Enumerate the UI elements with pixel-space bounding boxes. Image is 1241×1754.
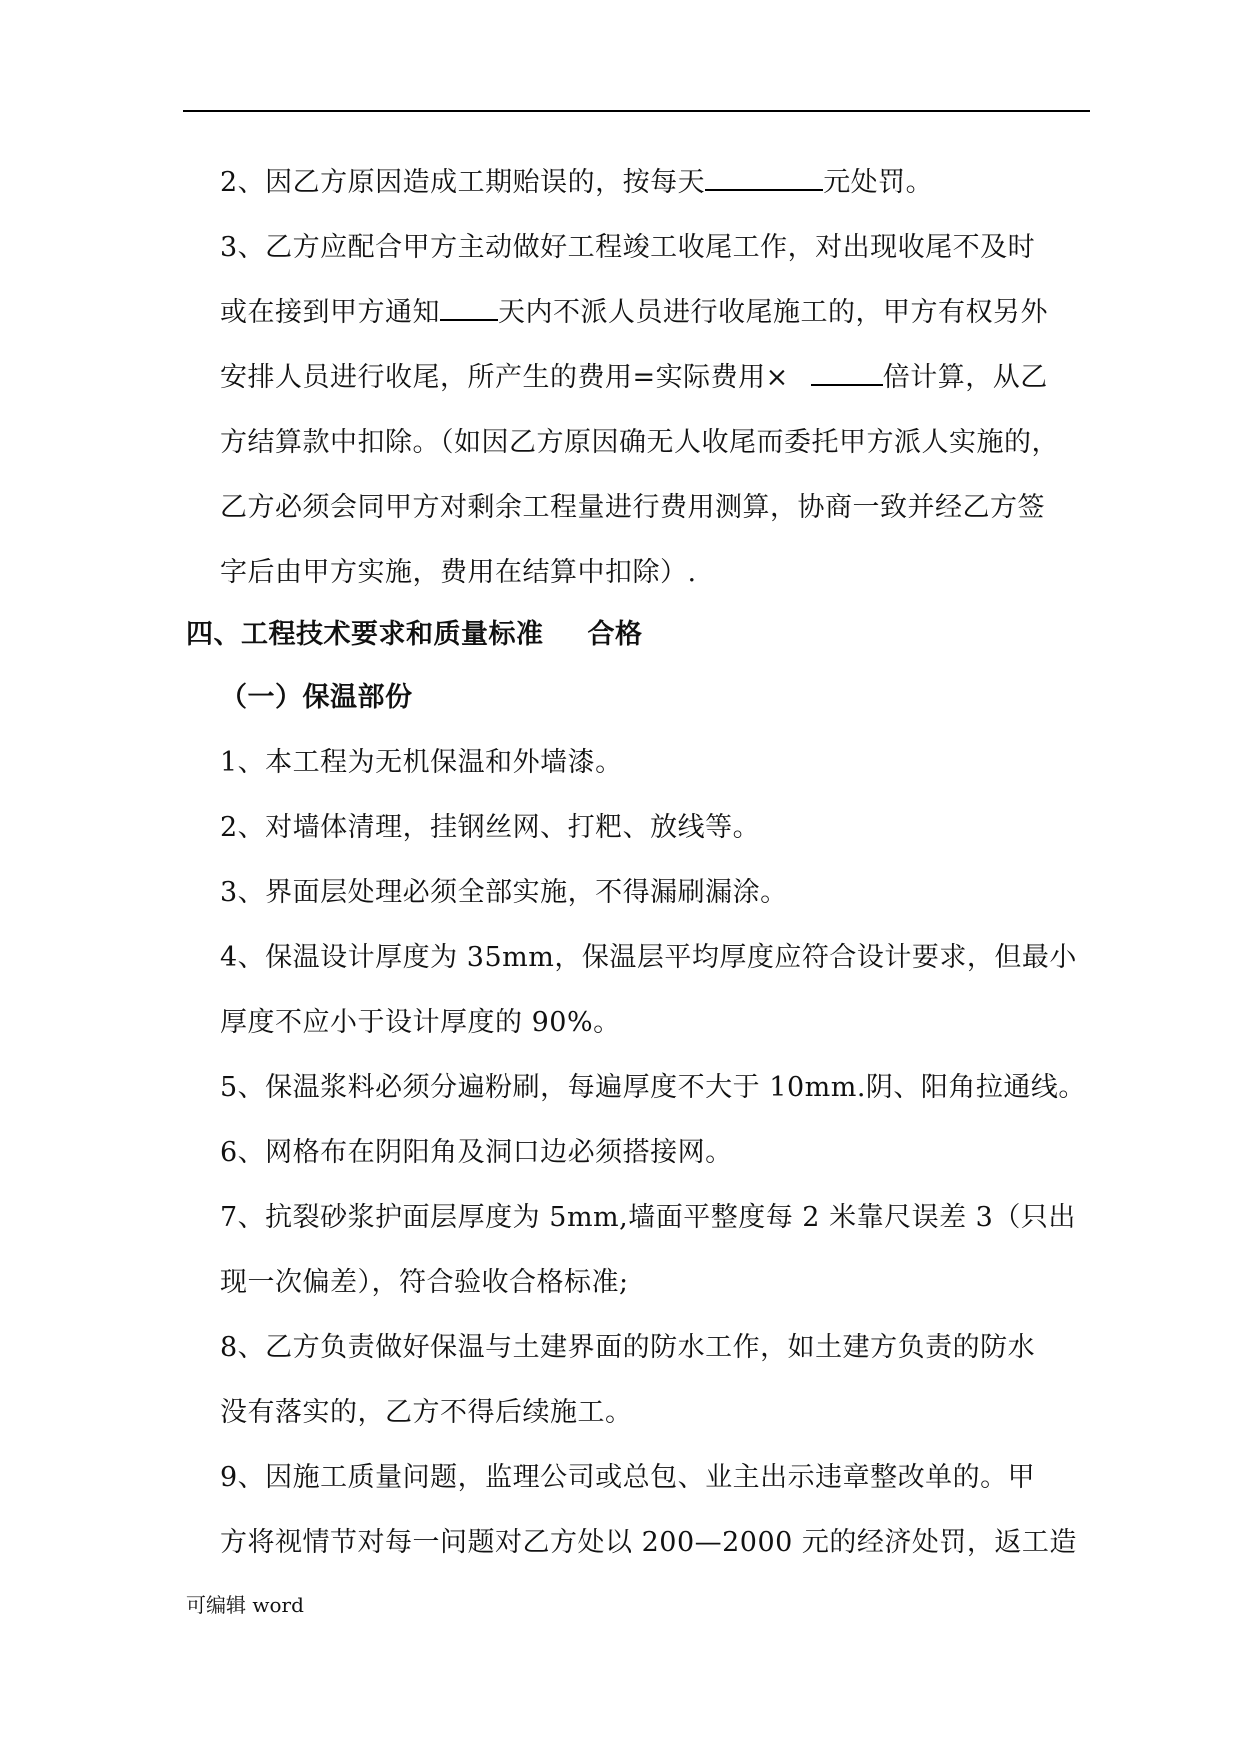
clause-3-line-4: 方结算款中扣除。（如因乙方原因确无人收尾而委托甲方派人实施的， (220, 427, 1059, 458)
section-title: 四、工程技术要求和质量标准 (186, 619, 544, 650)
section-heading (186, 618, 643, 652)
clause-3-line-6: 字后由甲方实施，费用在结算中扣除）. (220, 557, 697, 588)
item-8-line-2: 没有落实的，乙方不得后续施工。 (220, 1397, 633, 1428)
item-7-line-1: 7、抗裂砂浆护面层厚度为 5mm,墙面平整度每 2 米靠尺误差 3（只出 (220, 1202, 1076, 1233)
blank-field (440, 297, 498, 321)
text: 2、因乙方原因造成工期贻误的，按每天 (220, 167, 706, 198)
item-8-line-1: 8、乙方负责做好保温与土建界面的防水工作，如土建方负责的防水 (220, 1332, 1036, 1363)
item-5: 5、保温浆料必须分遍粉刷，每遍厚度不大于 10mm.阴、阳角拉通线。 (220, 1072, 1086, 1103)
text: 元处罚。 (823, 167, 934, 198)
clause-3-line-2 (220, 296, 1048, 330)
page-footer: 可编辑 word (186, 1593, 304, 1617)
item-2: 2、对墙体清理，挂钢丝网、打粑、放线等。 (220, 812, 761, 843)
item-1: 1、本工程为无机保温和外墙漆。 (220, 747, 623, 778)
item-6: 6、网格布在阴阳角及洞口边必须搭接网。 (220, 1137, 733, 1168)
item-9-line-1: 9、因施工质量问题，监理公司或总包、业主出示违章整改单的。甲 (220, 1462, 1036, 1493)
blank-field (705, 167, 823, 191)
blank-field (811, 362, 883, 386)
text: 安排人员进行收尾，所产生的费用=实际费用× (220, 362, 789, 393)
clause-3-line-3 (220, 361, 1048, 395)
clause-3-line-5: 乙方必须会同甲方对剩余工程量进行费用测算，协商一致并经乙方签 (220, 492, 1045, 523)
item-4-line-1: 4、保温设计厚度为 35mm，保温层平均厚度应符合设计要求，但最小 (220, 942, 1077, 973)
header-rule (183, 110, 1090, 112)
subsection-heading: （一）保温部份 (220, 682, 413, 713)
item-7-line-2: 现一次偏差），符合验收合格标准; (220, 1267, 629, 1298)
item-3: 3、界面层处理必须全部实施，不得漏刷漏涂。 (220, 877, 788, 908)
text: 或在接到甲方通知 (220, 297, 440, 328)
quality-standard: 合格 (587, 619, 643, 650)
item-4-line-2: 厚度不应小于设计厚度的 90%。 (220, 1007, 621, 1038)
text: 天内不派人员进行收尾施工的，甲方有权另外 (498, 297, 1048, 328)
text: 倍计算，从乙 (882, 362, 1048, 393)
clause-3-line-1: 3、乙方应配合甲方主动做好工程竣工收尾工作，对出现收尾不及时 (220, 232, 1036, 263)
item-9-line-2: 方将视情节对每一问题对乙方处以 200—2000 元的经济处罚，返工造 (220, 1527, 1077, 1558)
clause-2-line (220, 166, 933, 200)
